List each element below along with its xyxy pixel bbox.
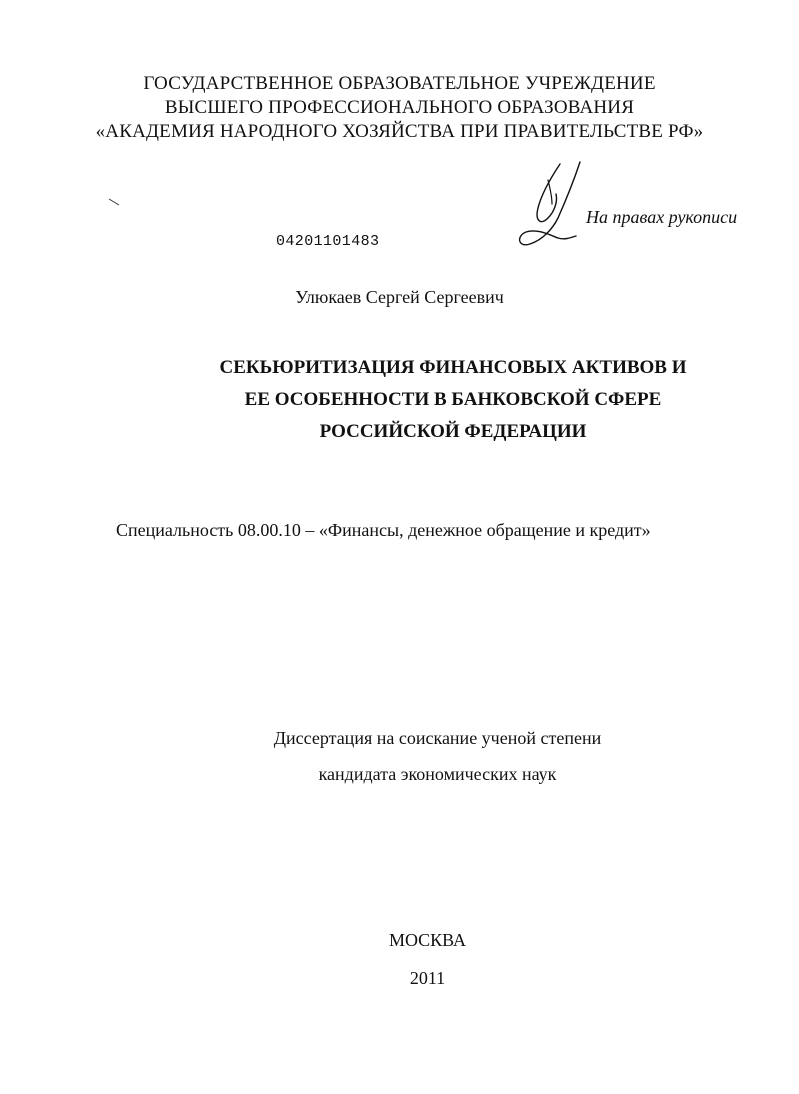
institution-line-2: ВЫСШЕГО ПРОФЕССИОНАЛЬНОГО ОБРАЗОВАНИЯ [164,97,635,118]
dissertation-title [0,352,799,448]
author-name: Улюкаев Сергей Сергеевич [295,287,504,307]
institution-line-3: «АКАДЕМИЯ НАРОДНОГО ХОЗЯЙСТВА ПРИ ПРАВИТЕЛЬСТВЕ РФ» [95,121,704,142]
degree-line-2: кандидата экономических наук [318,764,557,784]
specialty-line: Специальность 08.00.10 – «Финансы, денежное обращение и кредит» [116,520,651,540]
city: МОСКВА [388,930,467,950]
degree-statement [0,720,799,792]
institution-line-1: ГОСУДАРСТВЕННОЕ ОБРАЗОВАТЕЛЬНОЕ УЧРЕЖДЕНИЕ [143,73,656,94]
title-line-2: ЕЕ ОСОБЕННОСТИ В БАНКОВСКОЙ СФЕРЕ [244,389,662,410]
year: 2011 [409,968,446,988]
signature-icon [508,158,598,258]
title-line-3: РОССИЙСКОЙ ФЕДЕРАЦИИ [319,421,587,442]
institution-header [0,72,799,144]
title-line-1: СЕКЬЮРИТИЗАЦИЯ ФИНАНСОВЫХ АКТИВОВ И [219,357,687,378]
registration-number: 04201101483 [276,233,380,250]
manuscript-rights-note: На правах рукописи [586,207,738,227]
scan-artifact-mark [108,198,120,206]
degree-line-1: Диссертация на соискание ученой степени [273,728,602,748]
